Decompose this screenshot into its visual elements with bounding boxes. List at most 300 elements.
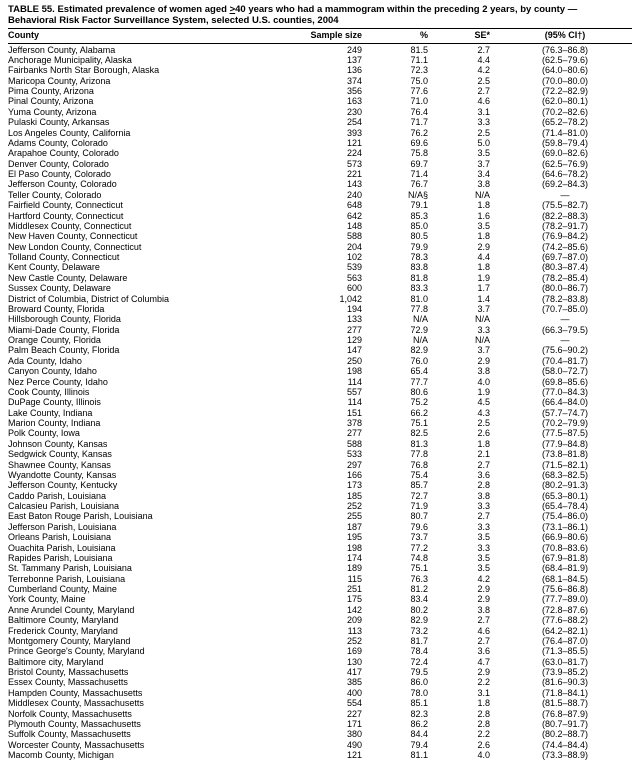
cell-ci: (65.2–78.2) bbox=[541, 117, 589, 128]
table-row bbox=[8, 345, 632, 355]
table-row bbox=[8, 698, 632, 708]
cell-percent: 77.7 bbox=[410, 376, 428, 387]
table-row bbox=[8, 480, 632, 490]
cell-ci: (71.4–81.0) bbox=[541, 127, 589, 138]
cell-sample-size: 227 bbox=[346, 708, 362, 719]
cell-county: Hillsborough County, Florida bbox=[8, 314, 121, 325]
cell-se: N/A bbox=[474, 189, 490, 200]
table-row bbox=[8, 294, 632, 304]
cell-county: Terrebonne Parish, Louisiana bbox=[8, 573, 126, 584]
cell-percent: 85.0 bbox=[410, 220, 428, 231]
cell-se: 3.1 bbox=[477, 106, 490, 117]
cell-county: Anne Arundel County, Maryland bbox=[8, 604, 135, 615]
cell-percent: 86.0 bbox=[410, 677, 428, 688]
cell-county: Canyon County, Idaho bbox=[8, 366, 97, 377]
table-row bbox=[8, 211, 632, 221]
cell-percent: 80.5 bbox=[410, 231, 428, 242]
cell-sample-size: 113 bbox=[347, 625, 362, 636]
cell-percent: 75.8 bbox=[410, 148, 428, 159]
cell-percent: 69.6 bbox=[410, 137, 428, 148]
cell-ci: (76.9–84.2) bbox=[541, 231, 589, 242]
cell-se: 1.8 bbox=[477, 231, 490, 242]
table-row bbox=[8, 242, 632, 252]
cell-sample-size: 130 bbox=[346, 656, 362, 667]
cell-percent: 75.1 bbox=[410, 563, 428, 574]
cell-county: Pinal County, Arizona bbox=[8, 96, 94, 107]
cell-sample-size: 151 bbox=[346, 407, 362, 418]
table-row bbox=[8, 377, 632, 387]
cell-sample-size: 297 bbox=[346, 459, 362, 470]
table-row bbox=[8, 553, 632, 563]
cell-sample-size: 148 bbox=[346, 220, 362, 231]
cell-county: Ada County, Idaho bbox=[8, 355, 82, 366]
cell-ci: (62.5–76.9) bbox=[541, 158, 589, 169]
table-row bbox=[8, 729, 632, 739]
cell-percent: 79.1 bbox=[410, 200, 428, 211]
cell-se: 2.9 bbox=[477, 355, 490, 366]
cell-sample-size: 417 bbox=[346, 667, 362, 677]
table-row bbox=[8, 96, 632, 106]
greater-equal-symbol: > bbox=[229, 4, 236, 15]
cell-ci: (80.7–91.7) bbox=[541, 718, 589, 729]
table-row bbox=[8, 449, 632, 459]
table-row bbox=[8, 283, 632, 293]
cell-ci: (64.2–82.1) bbox=[541, 625, 589, 636]
cell-sample-size: 249 bbox=[346, 44, 362, 55]
cell-se: 5.0 bbox=[477, 137, 490, 148]
table-row bbox=[8, 470, 632, 480]
cell-percent: 76.3 bbox=[410, 573, 428, 584]
cell-se: 2.5 bbox=[477, 127, 490, 138]
cell-sample-size: 230 bbox=[346, 106, 362, 117]
cell-ci: (69.8–85.6) bbox=[541, 376, 589, 387]
cell-county: Nez Perce County, Idaho bbox=[8, 376, 108, 387]
cell-se: 2.9 bbox=[477, 594, 490, 605]
cell-se: 3.3 bbox=[477, 521, 490, 532]
cell-percent: 85.1 bbox=[410, 698, 428, 709]
cell-percent: 74.8 bbox=[410, 552, 428, 563]
cell-ci: (76.4–87.0) bbox=[541, 635, 589, 646]
cell-ci: (72.2–82.9) bbox=[541, 86, 589, 96]
cell-ci: (73.8–81.8) bbox=[541, 449, 589, 460]
cell-se: 2.7 bbox=[477, 615, 490, 626]
col-header-sample-size: Sample size bbox=[304, 29, 370, 44]
cell-percent: 72.4 bbox=[410, 656, 428, 667]
cell-ci: (66.3–79.5) bbox=[541, 324, 589, 335]
cell-se: 3.3 bbox=[477, 117, 490, 128]
cell-county: Suffolk County, Massachusetts bbox=[8, 729, 131, 740]
cell-percent: 78.3 bbox=[410, 252, 428, 262]
cell-county: Prince George's County, Maryland bbox=[8, 646, 145, 657]
cell-county: Baltimore city, Maryland bbox=[8, 656, 104, 667]
cell-se: 4.2 bbox=[477, 65, 490, 76]
cell-sample-size: 539 bbox=[346, 262, 362, 273]
cell-county: Orleans Parish, Louisiana bbox=[8, 532, 112, 543]
cell-se: 3.4 bbox=[477, 169, 490, 179]
table-row bbox=[8, 522, 632, 532]
cell-county: Kent County, Delaware bbox=[8, 262, 100, 273]
cell-ci: (65.3–80.1) bbox=[541, 490, 589, 501]
cell-percent: 78.4 bbox=[410, 646, 428, 657]
cell-county: Middlesex County, Connecticut bbox=[8, 220, 132, 231]
table-row bbox=[8, 543, 632, 553]
cell-sample-size: 557 bbox=[346, 386, 362, 397]
table-row bbox=[8, 159, 632, 169]
cell-percent: 76.8 bbox=[410, 459, 428, 470]
title-text-prefix: TABLE 55. Estimated prevalence of women aged bbox=[8, 4, 230, 15]
cell-sample-size: 563 bbox=[346, 272, 362, 283]
cell-percent: 86.2 bbox=[410, 718, 428, 729]
cell-se: 3.5 bbox=[477, 532, 490, 543]
cell-county: Montgomery County, Maryland bbox=[8, 635, 131, 646]
cell-percent: 82.5 bbox=[410, 428, 428, 439]
cell-se: 2.7 bbox=[477, 511, 490, 522]
cell-ci: (75.6–86.8) bbox=[541, 584, 589, 594]
cell-ci: (75.4–86.0) bbox=[541, 511, 589, 522]
cell-se: 1.7 bbox=[477, 283, 490, 294]
cell-sample-size: 600 bbox=[346, 283, 362, 294]
table-row bbox=[8, 76, 632, 86]
cell-sample-size: 195 bbox=[346, 532, 362, 543]
table-row bbox=[8, 43, 632, 55]
table-row bbox=[8, 677, 632, 687]
cell-se: 2.7 bbox=[477, 459, 490, 470]
table-row bbox=[8, 594, 632, 604]
cell-se: 4.6 bbox=[477, 625, 490, 636]
cell-sample-size: 642 bbox=[346, 210, 362, 221]
cell-percent: 71.1 bbox=[410, 54, 428, 65]
cell-percent: 83.4 bbox=[410, 594, 428, 605]
cell-ci: (68.1–84.5) bbox=[541, 573, 589, 584]
cell-ci: (70.4–81.7) bbox=[541, 355, 589, 366]
cell-ci: (80.0–86.7) bbox=[541, 283, 589, 294]
table-row bbox=[8, 646, 632, 656]
cell-county: Jefferson County, Kentucky bbox=[8, 480, 118, 491]
cell-se: 1.8 bbox=[477, 698, 490, 709]
cell-ci: (74.4–84.4) bbox=[541, 739, 589, 750]
cell-county: Shawnee County, Kansas bbox=[8, 459, 111, 470]
cell-ci: (58.0–72.7) bbox=[541, 366, 589, 377]
cell-sample-size: 185 bbox=[346, 490, 362, 501]
cell-sample-size: 133 bbox=[346, 314, 362, 325]
table-row bbox=[8, 740, 632, 750]
cell-ci: (73.3–88.9) bbox=[541, 750, 589, 760]
cell-county: Arapahoe County, Colorado bbox=[8, 148, 119, 159]
cell-sample-size: 277 bbox=[346, 428, 362, 439]
cell-sample-size: 254 bbox=[346, 117, 362, 128]
cell-se: 3.6 bbox=[477, 646, 490, 657]
table-row bbox=[8, 86, 632, 96]
cell-sample-size: 198 bbox=[346, 366, 362, 377]
cell-sample-size: 252 bbox=[346, 635, 362, 646]
cell-county: Yuma County, Arizona bbox=[8, 106, 97, 117]
cell-percent: 75.0 bbox=[410, 75, 428, 86]
cell-se: 4.3 bbox=[477, 407, 490, 418]
cell-percent: 82.9 bbox=[410, 615, 428, 626]
cell-percent: N/A bbox=[412, 335, 428, 345]
cell-ci: (75.5–82.7) bbox=[541, 200, 589, 211]
cell-ci: (80.2–88.7) bbox=[541, 729, 589, 740]
cell-sample-size: 198 bbox=[346, 542, 362, 553]
cell-se: 4.4 bbox=[477, 54, 490, 65]
cell-county: Denver County, Colorado bbox=[8, 158, 109, 169]
cell-percent: 84.4 bbox=[410, 729, 428, 740]
cell-se: N/A bbox=[474, 314, 490, 325]
cell-sample-size: 277 bbox=[346, 324, 362, 335]
cell-se: 3.8 bbox=[477, 490, 490, 501]
cell-sample-size: 380 bbox=[346, 729, 362, 740]
col-header-ci: (95% CI†) bbox=[498, 29, 632, 44]
cell-percent: 75.4 bbox=[410, 469, 428, 480]
cell-ci: (71.5–82.1) bbox=[541, 459, 589, 470]
cell-percent: 72.7 bbox=[410, 490, 428, 501]
cell-percent: 77.2 bbox=[410, 542, 428, 553]
cell-se: 4.4 bbox=[477, 252, 490, 262]
cell-ci: (80.3–87.4) bbox=[541, 262, 589, 273]
table-title bbox=[8, 4, 632, 26]
cell-percent: 75.2 bbox=[410, 397, 428, 408]
cell-county: Miami-Dade County, Florida bbox=[8, 324, 120, 335]
cell-ci: (70.2–79.9) bbox=[541, 418, 589, 428]
cell-sample-size: 121 bbox=[346, 750, 362, 760]
cell-ci: (67.9–81.8) bbox=[541, 552, 589, 563]
cell-se: 1.8 bbox=[477, 438, 490, 449]
cell-ci: (77.9–84.8) bbox=[541, 438, 589, 449]
cell-sample-size: 115 bbox=[347, 573, 362, 584]
cell-percent: 81.3 bbox=[410, 438, 428, 449]
cell-percent: 81.8 bbox=[410, 272, 428, 283]
cell-ci: (70.0–80.0) bbox=[541, 75, 589, 86]
cell-sample-size: 174 bbox=[346, 552, 362, 563]
cell-sample-size: 588 bbox=[346, 231, 362, 242]
cell-se: 3.5 bbox=[477, 148, 490, 159]
cell-county: Ouachita Parish, Louisiana bbox=[8, 542, 116, 553]
table-row bbox=[8, 169, 632, 179]
cell-ci: — bbox=[560, 189, 570, 200]
cell-ci: (81.6–90.3) bbox=[541, 677, 589, 688]
table-row bbox=[8, 252, 632, 262]
cell-county: Sussex County, Delaware bbox=[8, 283, 111, 294]
cell-sample-size: 648 bbox=[346, 200, 362, 211]
table-row bbox=[8, 563, 632, 573]
cell-county: Fairbanks North Star Borough, Alaska bbox=[8, 65, 160, 76]
table-row bbox=[8, 148, 632, 158]
cell-se: 1.4 bbox=[477, 293, 490, 304]
cell-percent: 81.2 bbox=[410, 584, 428, 594]
cell-sample-size: 255 bbox=[346, 511, 362, 522]
table-row bbox=[8, 117, 632, 127]
cell-percent: 77.8 bbox=[410, 303, 428, 314]
cell-county: Frederick County, Maryland bbox=[8, 625, 118, 636]
cell-ci: (78.2–85.4) bbox=[541, 272, 589, 283]
table-row bbox=[8, 356, 632, 366]
cell-county: Macomb County, Michigan bbox=[8, 750, 114, 760]
cell-sample-size: 169 bbox=[346, 646, 362, 657]
cell-se: 2.6 bbox=[477, 739, 490, 750]
cell-se: 3.3 bbox=[477, 542, 490, 553]
table-row bbox=[8, 584, 632, 594]
cell-county: Broward County, Florida bbox=[8, 303, 105, 314]
cell-se: 2.7 bbox=[477, 44, 490, 55]
cell-sample-size: 187 bbox=[346, 521, 362, 532]
cell-sample-size: 573 bbox=[346, 158, 362, 169]
cell-ci: (70.7–85.0) bbox=[541, 303, 589, 314]
cell-county: Lake County, Indiana bbox=[8, 407, 93, 418]
cell-se: 2.7 bbox=[477, 635, 490, 646]
cell-ci: (73.1–86.1) bbox=[541, 521, 589, 532]
cell-sample-size: 175 bbox=[346, 594, 362, 605]
cell-percent: 81.7 bbox=[410, 635, 428, 646]
cell-ci: (69.2–84.3) bbox=[541, 179, 589, 190]
cell-sample-size: 533 bbox=[346, 449, 362, 460]
cell-ci: (68.3–82.5) bbox=[541, 469, 589, 480]
cell-sample-size: 490 bbox=[346, 739, 362, 750]
cell-county: Palm Beach County, Florida bbox=[8, 345, 120, 356]
cell-county: DuPage County, Illinois bbox=[8, 397, 101, 408]
cell-ci: (72.8–87.6) bbox=[541, 604, 589, 615]
col-header-se: SE* bbox=[436, 29, 498, 44]
cell-county: Calcasieu Parish, Louisiana bbox=[8, 501, 120, 511]
table-row bbox=[8, 397, 632, 407]
table-title-line1 bbox=[8, 4, 632, 15]
cell-sample-size: 147 bbox=[346, 345, 362, 356]
data-table bbox=[8, 28, 632, 760]
cell-county: Bristol County, Massachusetts bbox=[8, 667, 129, 677]
cell-se: 3.6 bbox=[477, 469, 490, 480]
table-title-line2: Behavioral Risk Factor Surveillance System, selected U.S. counties, 2004 bbox=[8, 15, 339, 26]
cell-sample-size: 173 bbox=[346, 480, 362, 491]
col-header-percent: % bbox=[370, 29, 436, 44]
cell-county: Fairfield County, Connecticut bbox=[8, 200, 123, 211]
cell-percent: 80.6 bbox=[410, 386, 428, 397]
cell-county: Adams County, Colorado bbox=[8, 137, 108, 148]
cell-ci: (74.2–85.6) bbox=[541, 241, 589, 252]
cell-percent: N/A§ bbox=[407, 189, 428, 200]
cell-sample-size: 378 bbox=[346, 418, 362, 428]
cell-se: 2.1 bbox=[477, 449, 490, 460]
cell-ci: (62.5–79.6) bbox=[541, 54, 589, 65]
table-row bbox=[8, 190, 632, 200]
cell-ci: (80.2–91.3) bbox=[541, 480, 589, 491]
cell-se: 3.3 bbox=[477, 324, 490, 335]
cell-county: Essex County, Massachusetts bbox=[8, 677, 128, 688]
cell-ci: (69.7–87.0) bbox=[541, 252, 589, 262]
cell-sample-size: 393 bbox=[346, 127, 362, 138]
cell-ci: (64.0–80.6) bbox=[541, 65, 589, 76]
cell-percent: 65.4 bbox=[410, 366, 428, 377]
cell-county: Marion County, Indiana bbox=[8, 418, 101, 428]
cell-county: District of Columbia, District of Columbia bbox=[8, 293, 170, 304]
table-row bbox=[8, 128, 632, 138]
cell-percent: 66.2 bbox=[410, 407, 428, 418]
cell-se: 4.0 bbox=[477, 750, 490, 760]
cell-se: 1.9 bbox=[477, 272, 490, 283]
cell-se: 2.8 bbox=[477, 480, 490, 491]
cell-sample-size: 136 bbox=[346, 65, 362, 76]
cell-se: 4.2 bbox=[477, 573, 490, 584]
cell-county: Johnson County, Kansas bbox=[8, 438, 108, 449]
cell-county: Middlesex County, Massachusetts bbox=[8, 698, 144, 709]
cell-county: El Paso County, Colorado bbox=[8, 169, 111, 179]
cell-sample-size: 114 bbox=[347, 376, 362, 387]
cell-county: New Castle County, Delaware bbox=[8, 272, 128, 283]
col-header-county: County bbox=[8, 29, 304, 44]
cell-county: Hartford County, Connecticut bbox=[8, 210, 124, 221]
table-row bbox=[8, 636, 632, 646]
cell-se: 3.5 bbox=[477, 552, 490, 563]
cell-se: 2.5 bbox=[477, 75, 490, 86]
cell-se: 2.7 bbox=[477, 86, 490, 96]
cell-se: 3.7 bbox=[477, 303, 490, 314]
cell-percent: 72.9 bbox=[410, 324, 428, 335]
cell-ci: (82.2–88.3) bbox=[541, 210, 589, 221]
cell-county: Rapides Parish, Louisiana bbox=[8, 552, 113, 563]
cell-ci: (59.8–79.4) bbox=[541, 137, 589, 148]
cell-sample-size: 240 bbox=[346, 189, 362, 200]
cell-percent: 81.1 bbox=[410, 750, 428, 760]
cell-percent: 76.4 bbox=[410, 106, 428, 117]
cell-sample-size: 166 bbox=[346, 469, 362, 480]
cell-ci: (75.6–90.2) bbox=[541, 345, 589, 356]
table-row bbox=[8, 273, 632, 283]
cell-ci: (81.5–88.7) bbox=[541, 698, 589, 709]
table-row bbox=[8, 200, 632, 210]
cell-sample-size: 1,042 bbox=[339, 293, 362, 304]
cell-ci: (77.6–88.2) bbox=[541, 615, 589, 626]
cell-ci: (63.0–81.7) bbox=[541, 656, 589, 667]
cell-ci: (78.2–91.7) bbox=[541, 220, 589, 231]
cell-county: St. Tammany Parish, Louisiana bbox=[8, 563, 132, 574]
cell-se: 2.2 bbox=[477, 729, 490, 740]
cell-county: Hampden County, Massachusetts bbox=[8, 687, 143, 698]
cell-county: Anchorage Municipality, Alaska bbox=[8, 54, 132, 65]
cell-percent: 83.8 bbox=[410, 262, 428, 273]
cell-se: 3.7 bbox=[477, 158, 490, 169]
cell-county: Jefferson County, Alabama bbox=[8, 44, 116, 55]
cell-se: 4.5 bbox=[477, 397, 490, 408]
cell-se: 1.6 bbox=[477, 210, 490, 221]
cell-percent: 82.3 bbox=[410, 708, 428, 719]
cell-ci: (65.4–78.4) bbox=[541, 501, 589, 511]
cell-se: 2.8 bbox=[477, 708, 490, 719]
cell-percent: 71.4 bbox=[410, 169, 428, 179]
cell-ci: (77.5–87.5) bbox=[541, 428, 589, 439]
cell-ci: (62.0–80.1) bbox=[541, 96, 589, 107]
cell-county: Los Angeles County, California bbox=[8, 127, 131, 138]
cell-percent: 79.9 bbox=[410, 241, 428, 252]
cell-se: 2.2 bbox=[477, 677, 490, 688]
cell-percent: 76.0 bbox=[410, 355, 428, 366]
table-row bbox=[8, 615, 632, 625]
cell-county: Caddo Parish, Louisiana bbox=[8, 490, 107, 501]
cell-se: 2.5 bbox=[477, 418, 490, 428]
table-row bbox=[8, 626, 632, 636]
cell-se: 4.0 bbox=[477, 376, 490, 387]
title-text-rest: 40 years who had a mammogram within the preceding 2 years, by county — bbox=[235, 4, 578, 15]
cell-ci: (77.7–89.0) bbox=[541, 594, 589, 605]
cell-se: N/A bbox=[474, 335, 490, 345]
table-row bbox=[8, 366, 632, 376]
cell-percent: 73.7 bbox=[410, 532, 428, 543]
cell-sample-size: 189 bbox=[346, 563, 362, 574]
table-row bbox=[8, 532, 632, 542]
cell-se: 3.5 bbox=[477, 220, 490, 231]
cell-percent: 77.8 bbox=[410, 449, 428, 460]
table-body bbox=[8, 43, 632, 760]
table-row bbox=[8, 65, 632, 75]
cell-ci: (76.8–87.9) bbox=[541, 708, 589, 719]
cell-ci: — bbox=[560, 314, 570, 325]
